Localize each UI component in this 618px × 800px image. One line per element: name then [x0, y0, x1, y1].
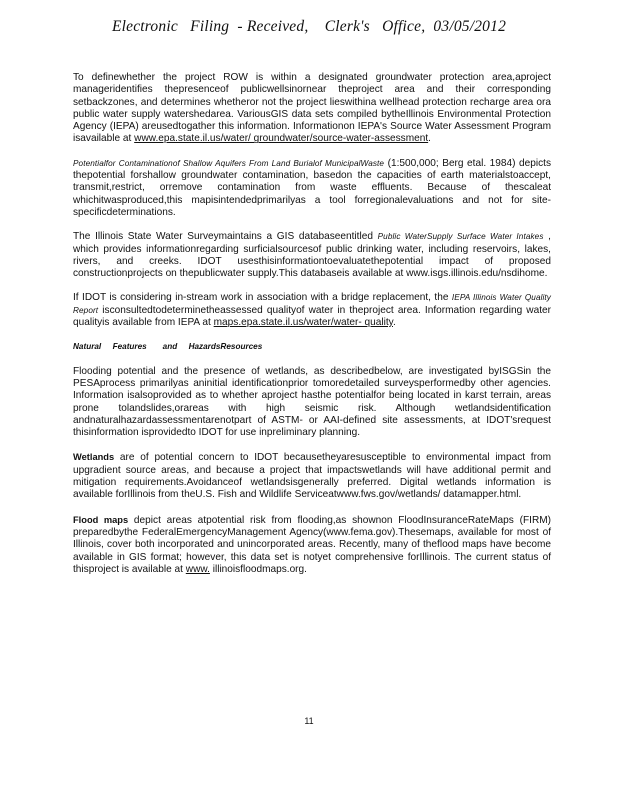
aquifer-contamination-paragraph	[73, 158, 551, 219]
paragraph-tail: illinoisfloodmaps.org.	[209, 563, 307, 575]
map-title: Potentialfor Contaminationof Shallow Aquifers From Land Burialof MunicipalWaste	[73, 158, 385, 168]
flood-maps-term: Flood maps	[73, 514, 129, 525]
paragraph-text-continued: isconsultedtodeterminetheassessed qualityof water in theproject area. Information regarding water qualityis available from IEPA at	[73, 304, 551, 329]
wetlands-term: Wetlands	[73, 452, 115, 463]
water-quality-link[interactable]: maps.epa.state.il.us/water/water- quality	[213, 317, 393, 329]
paragraph-text: (1:500,000; Berg etal. 1984) depicts thepotential forshallow groundwater contamination, basedon the capacities of earth materialstoaccept, transmit,restrict, orremove contamination from waste effluents. Because of thescaleat whichitwasproduced,this mapisintendedprimarilyas a tool forregionalevaluations and not for site-specificdeterminations.	[73, 157, 552, 218]
paragraph-tail: .	[392, 317, 396, 329]
natural-features-section-heading: Natural Features and HazardsResources	[73, 342, 263, 352]
water-survey-paragraph	[73, 231, 551, 280]
groundwater-protection-paragraph	[73, 72, 551, 146]
report-title: IEPA Illinois Water Quality Report	[73, 293, 552, 315]
database-title: Public WaterSupply Surface Water Intakes	[377, 232, 544, 242]
paragraph-text-continued: , which provides informationregarding surficialsourcesof public drinking water, including reservoirs, lakes, rivers, and creeks. IDOT usesthisinformationtoevaluatethepotential impact of proposed constructionprojects on thepublicwater supply.This databaseis available at www.isgs.illinois.edu/nsdihome.	[73, 231, 551, 280]
flood-maps-paragraph	[73, 514, 551, 576]
flooding-potential-paragraph	[73, 366, 551, 440]
water-quality-paragraph	[73, 292, 551, 329]
paragraph-text: The Illinois State Water Surveymaintains a GIS databaseentitled	[73, 231, 378, 243]
wetlands-paragraph	[73, 451, 551, 501]
paragraph-text: are of potential concern to IDOT becausetheyaresusceptible to environmental impact from upgradient source areas, and because a project that impactswetlands will have additional permit and mitigation requirements.Avoidanceof wetlandsisgenerally preferred. Digital wetlands information is available forIllinois from theU.S. Fish and Wildlife Serviceatwww.fws.gov/wetlands/ datamapper.html.	[73, 452, 551, 501]
paragraph-text: Flooding potential and the presence of wetlands, as describedbelow, are investigated byISGSin the PESAprocess primarilyas aninitial identificationprior tomoredetailed surveysperformedby other agencies. Information isalsoprovided as to whether aproject hasthe potentialfor being located in karst terrain, areas prone tolandslides,orareas with high seismic risk. Although wetlandsidentification andnaturalhazardassessmentarenotpart of ASTM- or AAI-defined site assessments, at IDOT'srequest thisinformation isprovidedto IDOT for use inpreliminary planning.	[73, 365, 551, 439]
floodmaps-link[interactable]: www.	[185, 563, 210, 575]
paragraph-tail: .	[428, 133, 431, 145]
electronic-filing-header: Electronic Filing - Received, Clerk's Office, 03/05/2012	[111, 18, 507, 35]
paragraph-text: depict areas atpotential risk from flooding,as shownon FloodInsuranceRateMaps (FIRM) preparedbythe FederalEmergencyManagement Agency(www.fema.gov).Thesemaps, available for most of Illinois, cover both incorporated and unincorporated areas. Recently, many of theflood maps have become available in GIS format; however, this data set is notyet comprehensive forIllinois. The current status of thisproject is available at	[73, 514, 552, 575]
source-water-assessment-link[interactable]: www.epa.state.il.us/water/ groundwater/source-water-assessment	[134, 133, 429, 145]
document-body	[73, 72, 551, 588]
paragraph-text: To definewhether the project ROW is within a designated groundwater protection area,aproject manageridentifies thepresenceof publicwellsinornear theproject area and their corresponding setbackzones, and determines whetheror not the project lieswithina wellhead protection recharge area ora public water supply watershedarea. VariousGIS data sets compiled bytheIllinois Environmental Protection Agency (IEPA) areusedtogather this information. Informationon IEPA's Source Water Assessment Program isavailable at	[73, 72, 551, 145]
page-number: 11	[304, 716, 314, 726]
paragraph-text: If IDOT is considering in-stream work in association with a bridge replacement, the	[73, 292, 452, 304]
